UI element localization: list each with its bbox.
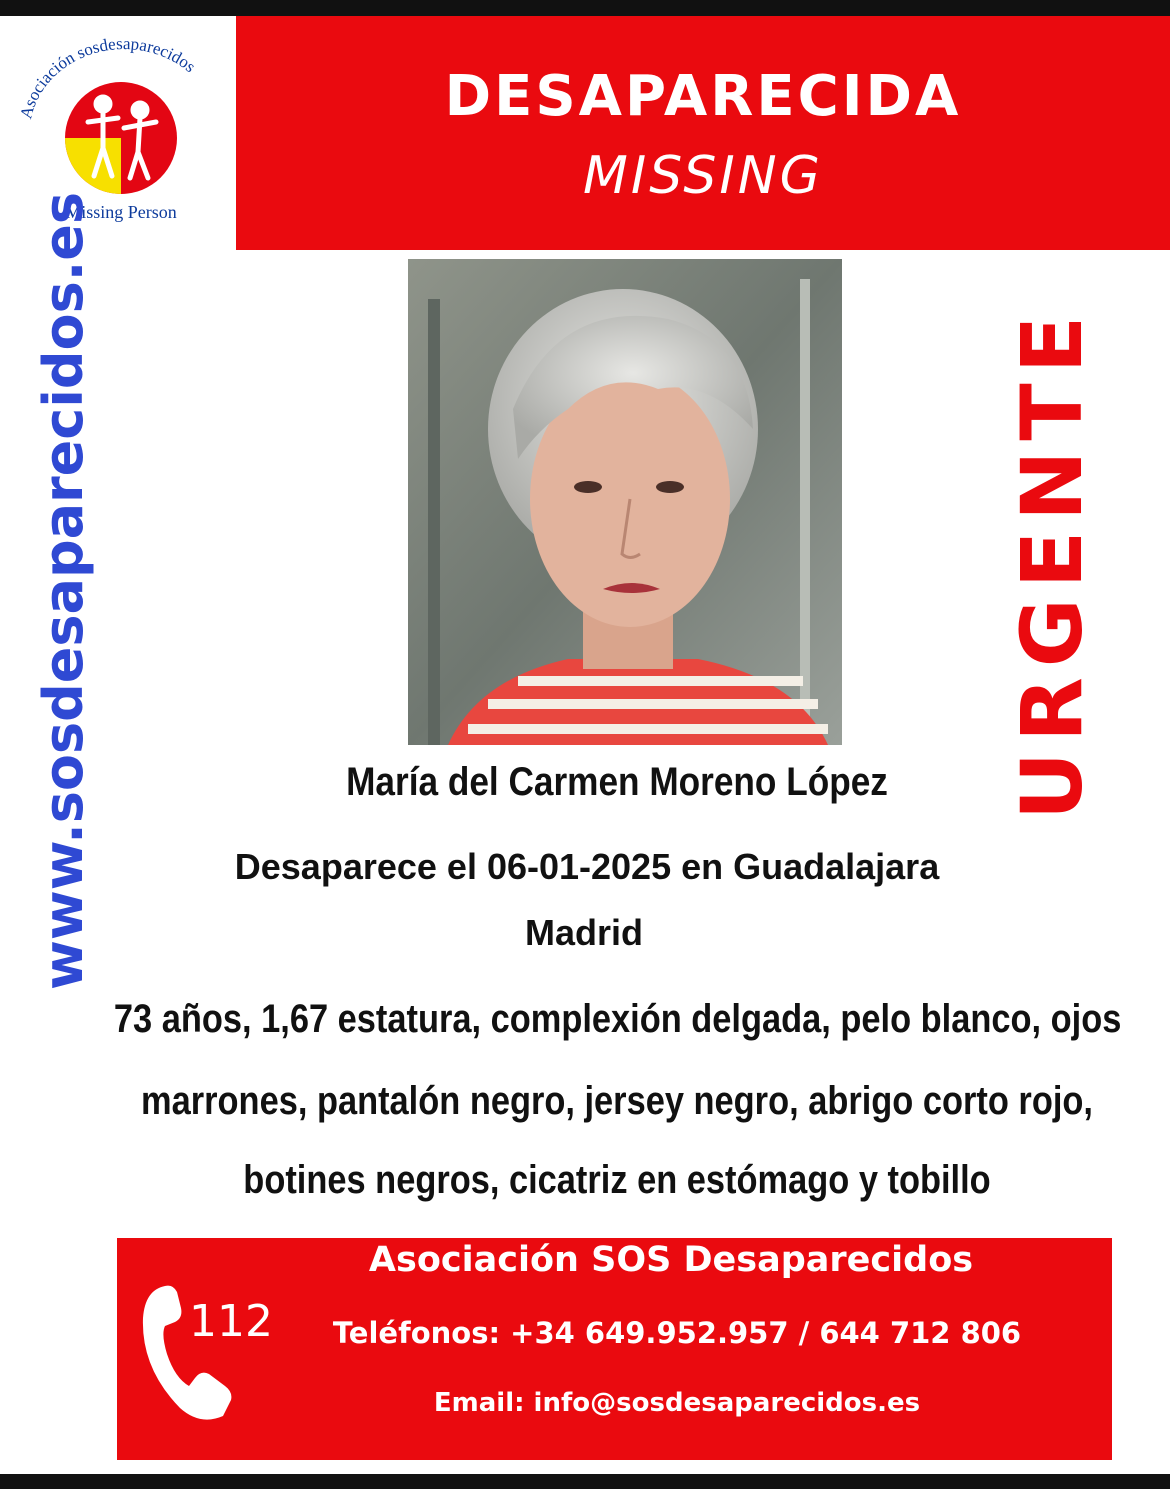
organization-name: Asociación SOS Desaparecidos [368, 1240, 974, 1280]
header-title: DESAPARECIDA [444, 64, 962, 129]
contact-phones: Teléfonos: +34 649.952.957 / 644 712 806 [332, 1316, 1022, 1350]
description-line-1: 73 años, 1,67 estatura, complexión delgada, pelo blanco, ojos [113, 997, 1122, 1041]
missing-person-photo [408, 259, 842, 745]
emergency-number: 112 [189, 1296, 273, 1347]
description-line-3: botines negros, cicatriz en estómago y tobillo [243, 1158, 991, 1202]
top-bar [0, 0, 1170, 16]
person-name: María del Carmen Moreno López [346, 760, 888, 804]
bottom-bar [0, 1474, 1170, 1489]
urgent-label: URGENTE [1003, 305, 1101, 821]
logo-arc-text: Asociación sosdesaparecidos [16, 38, 200, 121]
contact-email: Email: info@sosdesaparecidos.es [433, 1388, 921, 1418]
header-banner [236, 16, 1170, 250]
logo-caption: Missing Person [65, 202, 177, 222]
disappearance-region: Madrid [524, 912, 643, 953]
header-subtitle: MISSING [583, 146, 823, 206]
website-vertical: www.sosdesaparecidos.es [32, 191, 95, 990]
disappearance-info: Desaparece el 06-01-2025 en Guadalajara [234, 846, 940, 887]
description-line-2: marrones, pantalón negro, jersey negro, abrigo corto rojo, [141, 1079, 1093, 1123]
contact-footer [117, 1238, 1112, 1460]
